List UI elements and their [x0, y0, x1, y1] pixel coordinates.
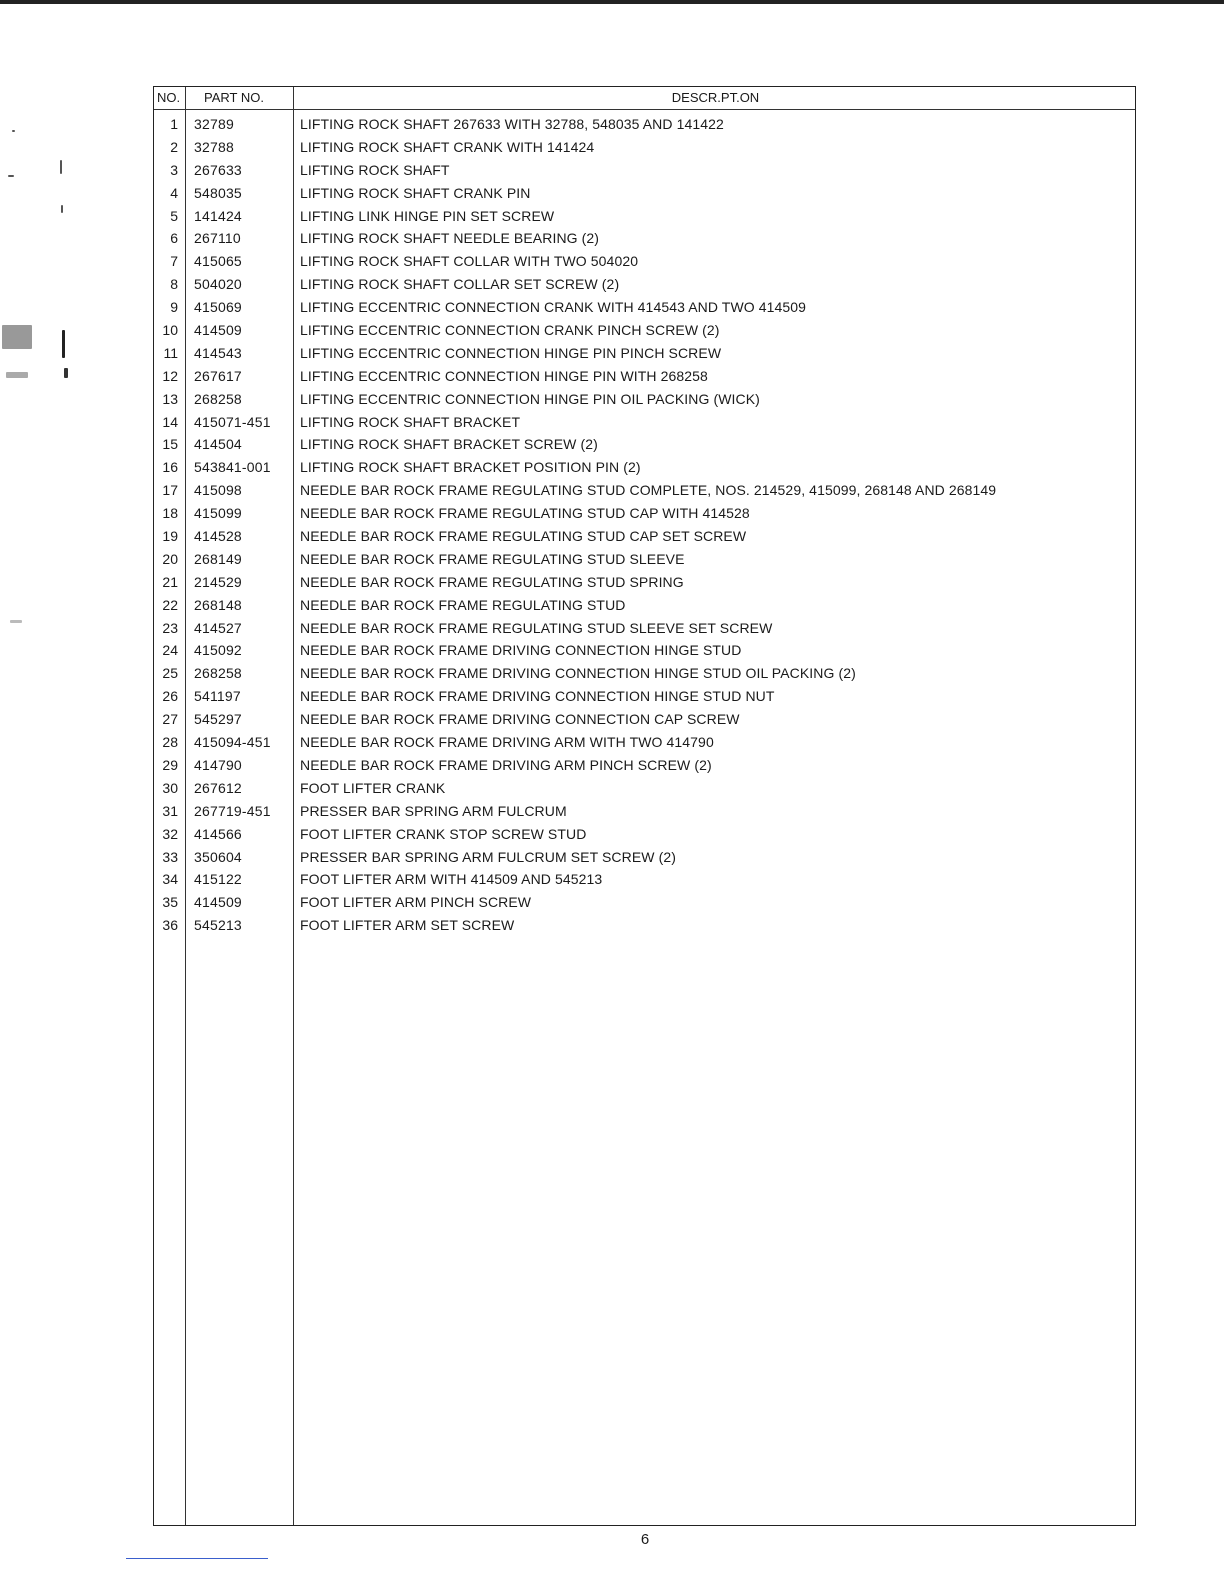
row-number: 6	[170, 230, 178, 247]
row-number: 31	[162, 802, 178, 819]
header-no: NO.	[157, 90, 181, 105]
row-description: LIFTING ECCENTRIC CONNECTION CRANK WITH 414543 AND TWO 414509	[300, 299, 807, 316]
row-number: 23	[162, 619, 178, 636]
table-row	[154, 159, 1135, 182]
table-row	[154, 662, 1135, 685]
table-row	[154, 800, 1135, 823]
row-number: 2	[170, 138, 178, 155]
row-number: 4	[170, 184, 178, 201]
row-description: NEEDLE BAR ROCK FRAME REGULATING STUD CAP WITH 414528	[300, 505, 750, 522]
row-description: FOOT LIFTER ARM PINCH SCREW	[300, 894, 532, 911]
table-row	[154, 685, 1135, 708]
row-description: LIFTING ECCENTRIC CONNECTION CRANK PINCH SCREW (2)	[300, 322, 720, 339]
table-row	[154, 250, 1135, 273]
row-number: 35	[162, 894, 178, 911]
table-row	[154, 273, 1135, 296]
row-number: 13	[162, 390, 178, 407]
row-part-number: 415092	[194, 642, 242, 659]
row-description: NEEDLE BAR ROCK FRAME DRIVING CONNECTION HINGE STUD OIL PACKING (2)	[300, 665, 856, 682]
row-part-number: 504020	[194, 276, 242, 293]
row-number: 21	[162, 573, 178, 590]
row-part-number: 32789	[194, 116, 234, 132]
table-row	[154, 319, 1135, 342]
row-number: 9	[170, 299, 178, 316]
table-row	[154, 456, 1135, 479]
header-description: DESCR.PT.ON	[671, 90, 760, 105]
table-row	[154, 365, 1135, 388]
row-part-number: 267617	[194, 367, 242, 384]
row-number: 11	[163, 344, 178, 361]
row-part-number: 414543	[194, 344, 242, 361]
table-row	[154, 227, 1135, 250]
row-number: 10	[162, 322, 178, 339]
table-row	[154, 846, 1135, 869]
row-number: 3	[170, 161, 178, 178]
row-part-number: 267633	[194, 161, 242, 178]
row-number: 7	[170, 253, 178, 270]
table-row	[154, 525, 1135, 548]
row-part-number: 414527	[194, 619, 242, 636]
row-part-number: 548035	[194, 184, 242, 201]
row-number: 8	[170, 276, 178, 293]
row-number: 17	[162, 482, 178, 499]
scan-artifact-marks	[0, 120, 90, 680]
row-description: FOOT LIFTER CRANK STOP SCREW STUD	[300, 825, 587, 842]
row-part-number: 415065	[194, 253, 242, 270]
row-part-number: 141424	[194, 207, 242, 224]
row-description: LIFTING ROCK SHAFT BRACKET SCREW (2)	[300, 436, 598, 453]
row-part-number: 415122	[194, 871, 242, 888]
footer-underline	[126, 1558, 268, 1559]
row-number: 32	[162, 825, 178, 842]
row-description: LIFTING ECCENTRIC CONNECTION HINGE PIN OIL PACKING (WICK)	[300, 390, 760, 407]
table-row	[154, 296, 1135, 319]
row-description: LIFTING ROCK SHAFT NEEDLE BEARING (2)	[300, 230, 600, 247]
row-part-number: 268148	[194, 596, 242, 613]
row-description: FOOT LIFTER ARM SET SCREW	[300, 917, 515, 934]
header-part-no: PART NO.	[204, 90, 264, 105]
row-part-number: 415099	[194, 505, 242, 522]
row-number: 1	[170, 116, 178, 132]
row-description: LIFTING ROCK SHAFT COLLAR WITH TWO 504020	[300, 253, 639, 270]
row-part-number: 414504	[194, 436, 242, 453]
row-description: LIFTING ROCK SHAFT CRANK WITH 141424	[300, 138, 595, 155]
parts-table	[153, 86, 1136, 1526]
table-body	[154, 113, 1135, 937]
top-edge-rule	[0, 0, 1224, 4]
row-description: NEEDLE BAR ROCK FRAME REGULATING STUD SLEEVE	[300, 550, 685, 567]
row-number: 16	[162, 459, 178, 476]
row-description: NEEDLE BAR ROCK FRAME REGULATING STUD SLEEVE SET SCREW	[300, 619, 773, 636]
row-description: LIFTING LINK HINGE PIN SET SCREW	[300, 207, 555, 224]
row-description: NEEDLE BAR ROCK FRAME DRIVING ARM PINCH SCREW (2)	[300, 756, 712, 773]
row-number: 25	[162, 665, 178, 682]
row-part-number: 268258	[194, 665, 242, 682]
row-number: 5	[170, 207, 178, 224]
table-row	[154, 136, 1135, 159]
row-part-number: 267612	[194, 779, 242, 796]
row-part-number: 214529	[194, 573, 242, 590]
table-row	[154, 594, 1135, 617]
row-description: LIFTING ROCK SHAFT 267633 WITH 32788, 548035 AND 141422	[300, 116, 724, 132]
table-row	[154, 914, 1135, 937]
table-row	[154, 433, 1135, 456]
row-part-number: 415094-451	[194, 734, 271, 751]
row-part-number: 350604	[194, 848, 242, 865]
row-description: LIFTING ROCK SHAFT COLLAR SET SCREW (2)	[300, 276, 620, 293]
row-number: 20	[162, 550, 178, 567]
row-part-number: 543841-001	[194, 459, 271, 476]
row-part-number: 545213	[194, 917, 242, 934]
row-description: LIFTING ECCENTRIC CONNECTION HINGE PIN WITH 268258	[300, 367, 708, 384]
table-row	[154, 868, 1135, 891]
row-number: 14	[162, 413, 178, 430]
row-part-number: 267719-451	[194, 802, 271, 819]
table-row	[154, 891, 1135, 914]
row-description: NEEDLE BAR ROCK FRAME REGULATING STUD	[300, 596, 626, 613]
row-number: 22	[162, 596, 178, 613]
table-row	[154, 502, 1135, 525]
table-header-row	[154, 87, 1135, 110]
row-number: 29	[162, 756, 178, 773]
row-description: LIFTING ROCK SHAFT CRANK PIN	[300, 184, 531, 201]
row-description: NEEDLE BAR ROCK FRAME DRIVING CONNECTION HINGE STUD NUT	[300, 688, 775, 705]
table-row	[154, 708, 1135, 731]
row-description: NEEDLE BAR ROCK FRAME REGULATING STUD COMPLETE, NOS. 214529, 415099, 268148 AND 268149	[300, 482, 997, 499]
row-part-number: 268258	[194, 390, 242, 407]
row-part-number: 268149	[194, 550, 242, 567]
table-row	[154, 754, 1135, 777]
row-number: 26	[162, 688, 178, 705]
table-row	[154, 731, 1135, 754]
row-part-number: 32788	[194, 138, 234, 155]
table-row	[154, 182, 1135, 205]
row-description: NEEDLE BAR ROCK FRAME DRIVING CONNECTION HINGE STUD	[300, 642, 742, 659]
row-number: 28	[162, 734, 178, 751]
table-row	[154, 205, 1135, 228]
row-description: LIFTING ROCK SHAFT BRACKET POSITION PIN (2)	[300, 459, 641, 476]
table-row	[154, 342, 1135, 365]
table-row	[154, 617, 1135, 640]
table-row	[154, 388, 1135, 411]
row-description: NEEDLE BAR ROCK FRAME DRIVING ARM WITH TWO 414790	[300, 734, 714, 751]
row-part-number: 414509	[194, 894, 242, 911]
row-part-number: 414528	[194, 528, 242, 545]
table-row	[154, 639, 1135, 662]
row-number: 30	[162, 779, 178, 796]
row-number: 27	[162, 711, 178, 728]
table-row	[154, 777, 1135, 800]
table-row	[154, 571, 1135, 594]
row-number: 19	[162, 528, 178, 545]
table-row	[154, 548, 1135, 571]
row-description: LIFTING ECCENTRIC CONNECTION HINGE PIN PINCH SCREW	[300, 344, 722, 361]
row-description: PRESSER BAR SPRING ARM FULCRUM SET SCREW (2)	[300, 848, 676, 865]
page-number: 6	[640, 1531, 650, 1548]
row-number: 15	[162, 436, 178, 453]
row-description: LIFTING ROCK SHAFT BRACKET	[300, 413, 521, 430]
row-part-number: 415069	[194, 299, 242, 316]
row-description: LIFTING ROCK SHAFT	[300, 161, 450, 178]
row-description: FOOT LIFTER CRANK	[300, 779, 446, 796]
row-number: 12	[162, 367, 178, 384]
row-part-number: 541197	[194, 688, 241, 705]
table-row	[154, 823, 1135, 846]
row-number: 18	[162, 505, 178, 522]
row-number: 36	[162, 917, 178, 934]
row-number: 24	[162, 642, 178, 659]
row-part-number: 414509	[194, 322, 242, 339]
row-part-number: 414790	[194, 756, 242, 773]
row-number: 33	[162, 848, 178, 865]
row-description: PRESSER BAR SPRING ARM FULCRUM	[300, 802, 567, 819]
row-part-number: 415098	[194, 482, 242, 499]
table-row	[154, 479, 1135, 502]
row-part-number: 545297	[194, 711, 242, 728]
table-row	[154, 411, 1135, 434]
row-description: FOOT LIFTER ARM WITH 414509 AND 545213	[300, 871, 603, 888]
row-part-number: 414566	[194, 825, 242, 842]
row-part-number: 415071-451	[194, 413, 271, 430]
row-description: NEEDLE BAR ROCK FRAME DRIVING CONNECTION CAP SCREW	[300, 711, 740, 728]
row-part-number: 267110	[194, 230, 241, 247]
row-description: NEEDLE BAR ROCK FRAME REGULATING STUD SPRING	[300, 573, 684, 590]
table-row	[154, 113, 1135, 136]
row-description: NEEDLE BAR ROCK FRAME REGULATING STUD CAP SET SCREW	[300, 528, 747, 545]
row-number: 34	[162, 871, 178, 888]
